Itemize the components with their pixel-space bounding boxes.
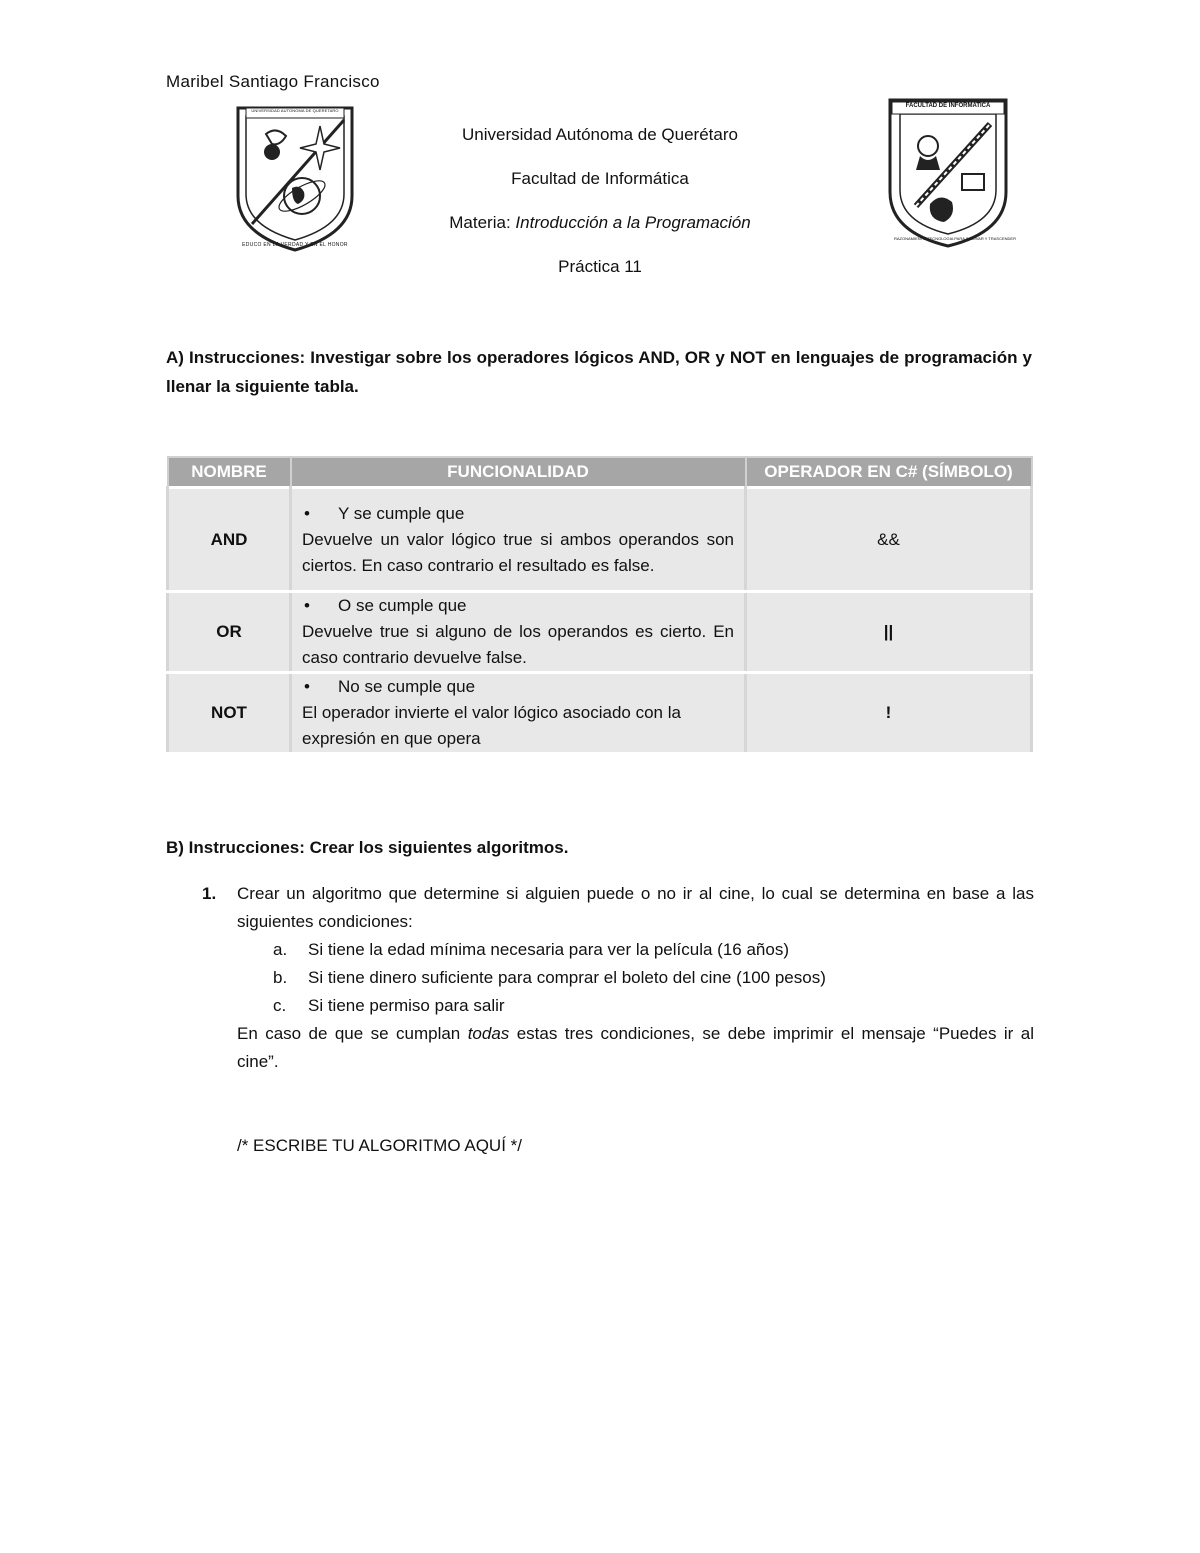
table-row (168, 592, 1032, 673)
logic-operators-table (166, 456, 1033, 755)
row-bullet: • Y se cumple que (302, 501, 734, 527)
row-bullet: • No se cumple que (302, 674, 734, 700)
row-description: El operador invierte el valor lógico asociado con la expresión en que opera (302, 703, 681, 748)
list-item-number: 1. (202, 884, 217, 903)
uaq-shield-icon (232, 104, 358, 254)
table-row (168, 673, 1032, 754)
row-symbol: ! (746, 673, 1032, 754)
row-description: Devuelve true si alguno de los operandos es cierto. En caso contrario devuelve false. (302, 622, 734, 667)
uaq-shield-caption: EDUCO EN LA VERDAD Y EN EL HONOR (242, 242, 348, 248)
section-a-instructions: A) Instrucciones: Investigar sobre los operadores lógicos AND, OR y NOT en lenguajes de programación y llenar la siguiente tabla. (166, 348, 1032, 396)
header-nombre: NOMBRE (168, 457, 291, 488)
practice-number: Práctica 11 (558, 257, 642, 276)
condition-text: Si tiene permiso para salir (308, 996, 505, 1015)
university-name: Universidad Autónoma de Querétaro (462, 125, 738, 144)
table-header-row (168, 457, 1032, 488)
row-functionality (291, 592, 746, 673)
faculty-name: Facultad de Informática (511, 169, 689, 188)
condition-letter: c. (273, 996, 287, 1015)
condition-text: Si tiene la edad mínima necesaria para ver la película (16 años) (308, 940, 789, 959)
row-bullet: • O se cumple que (302, 593, 734, 619)
subject-line (400, 213, 800, 233)
algorithm-list (166, 880, 1034, 1076)
facultad-shield-top-text: FACULTAD DE INFORMATICA (905, 103, 991, 109)
subject-label: Materia: (449, 213, 511, 232)
row-symbol: || (746, 592, 1032, 673)
row-name: NOT (168, 673, 291, 754)
condition-item (166, 992, 1034, 1020)
author-name: Maribel Santiago Francisco (166, 72, 380, 91)
list-item-text: Crear un algoritmo que determine si alguien puede o no ir al cine, lo cual se determina en base a las siguientes condiciones: (237, 884, 1034, 931)
facultad-informatica-shield-icon (886, 96, 1016, 250)
uaq-shield-top-text: UNIVERSIDAD AUTONOMA DE QUERETARO (251, 108, 339, 113)
closing-emphasis: todas (467, 1024, 510, 1043)
header-funcionalidad: FUNCIONALIDAD (291, 457, 746, 488)
closing-after: estas tres condiciones, se debe imprimir el mensaje “Puedes ir al cine”. (237, 1024, 1034, 1071)
header-operador: OPERADOR EN C# (SÍMBOLO) (746, 457, 1032, 488)
facultad-shield-caption: RAZONAMIENTO TECNOLOGIA PARA INNOVAR Y TRASCENDER (894, 236, 1016, 241)
list-item (166, 880, 1034, 936)
condition-letter: a. (273, 940, 288, 959)
table-row (168, 488, 1032, 592)
row-description: Devuelve un valor lógico true si ambos operandos son ciertos. En caso contrario el resultado es false. (302, 529, 734, 575)
section-b-title: B) Instrucciones: Crear los siguientes algoritmos. (166, 838, 569, 857)
closing-paragraph (166, 1020, 1034, 1076)
row-functionality (291, 488, 746, 592)
row-name: AND (168, 488, 291, 592)
condition-letter: b. (273, 968, 288, 987)
condition-item (166, 936, 1034, 964)
closing-before: En caso de que se cumplan (237, 1024, 461, 1043)
row-name: OR (168, 592, 291, 673)
condition-item (166, 964, 1034, 992)
row-symbol: && (746, 488, 1032, 592)
condition-text: Si tiene dinero suficiente para comprar el boleto del cine (100 pesos) (308, 968, 826, 987)
subject-value: Introducción a la Programación (515, 213, 751, 232)
row-functionality (291, 673, 746, 754)
algorithm-placeholder: /* ESCRIBE TU ALGORITMO AQUÍ */ (237, 1136, 522, 1155)
